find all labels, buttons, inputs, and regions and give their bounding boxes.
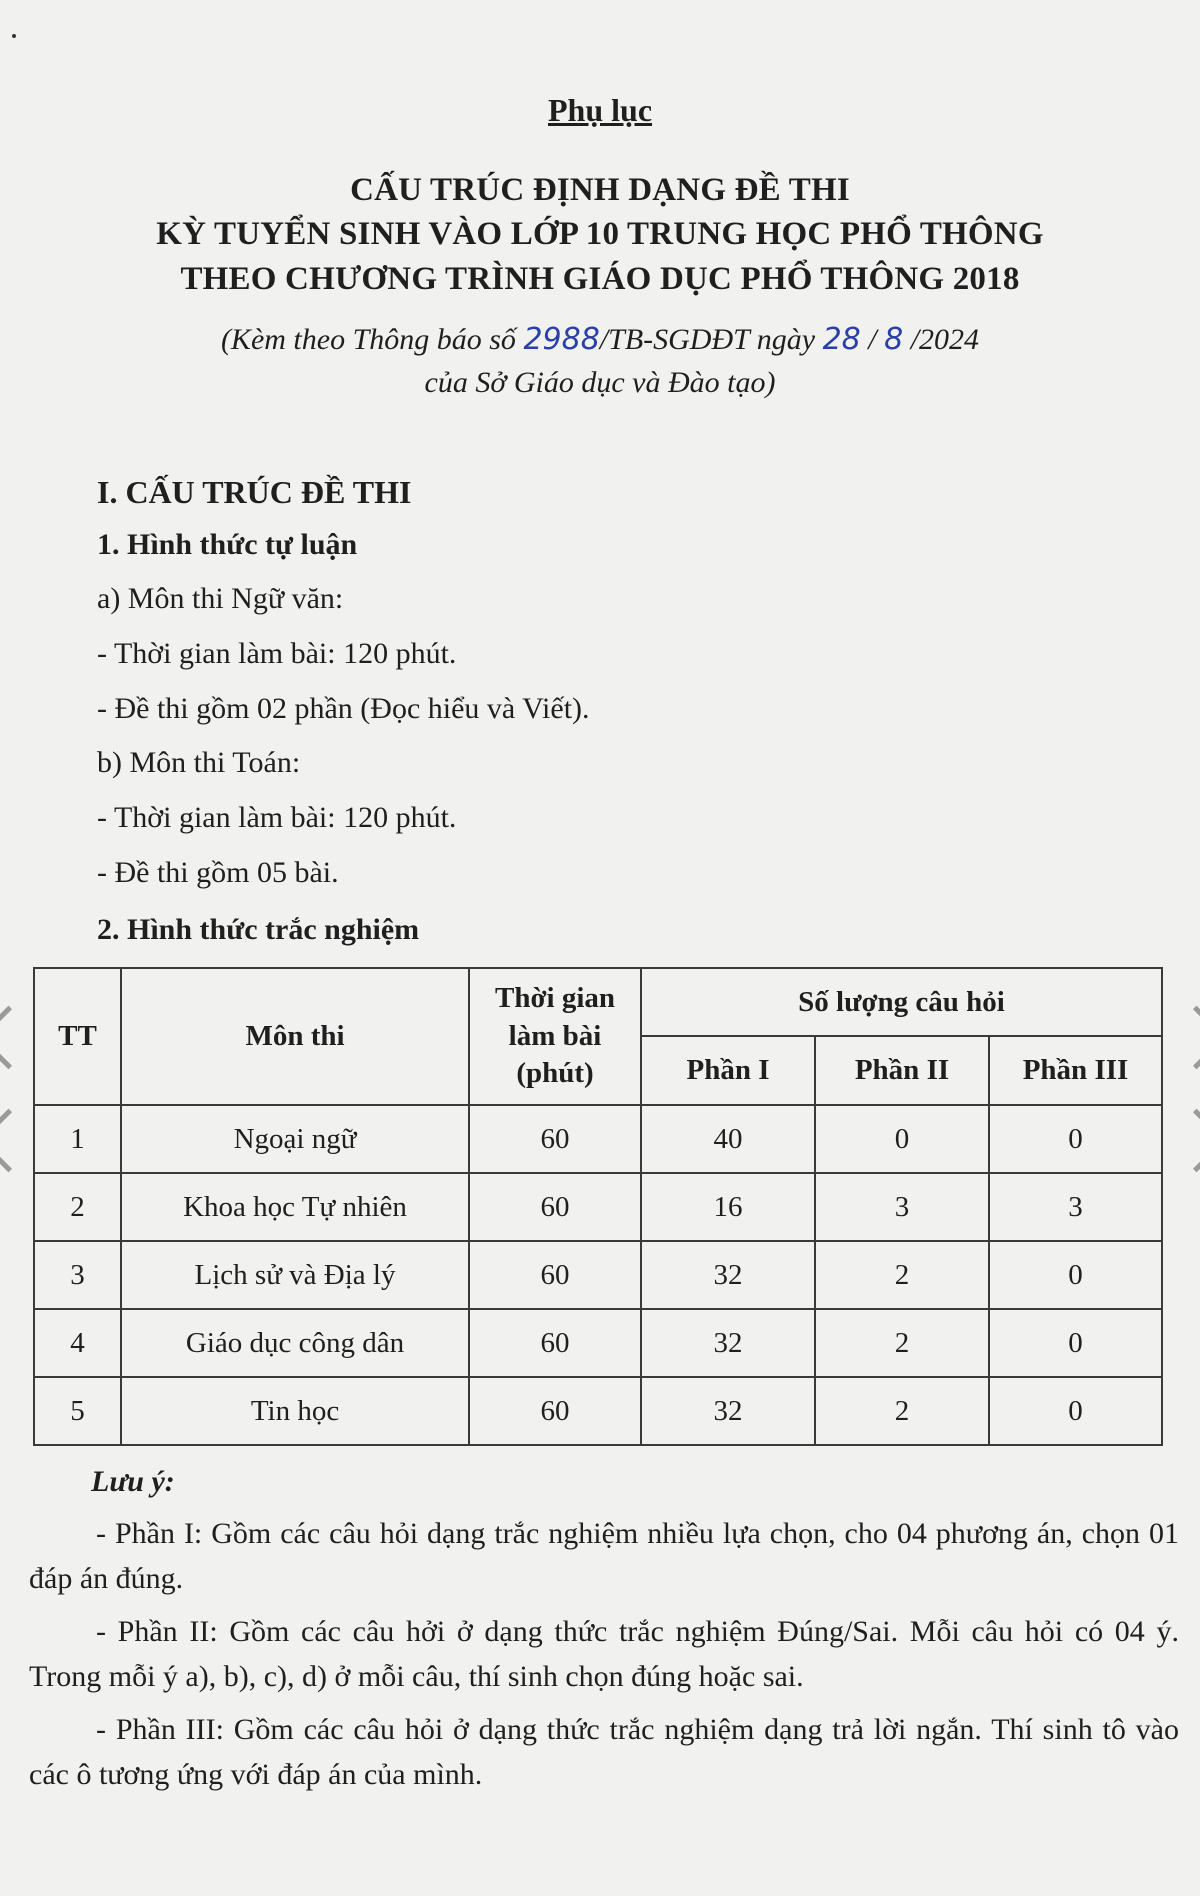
- cell-part-1: 32: [641, 1241, 815, 1309]
- header-part-1: Phần I: [641, 1036, 815, 1105]
- cell-tt: 1: [34, 1105, 121, 1173]
- chevron-right-icon[interactable]: [1165, 1109, 1200, 1173]
- header-question-count: Số lượng câu hỏi: [641, 968, 1162, 1036]
- title-line-1: CẤU TRÚC ĐỊNH DẠNG ĐỀ THI: [350, 172, 850, 208]
- note-paragraph: - Phần II: Gồm các câu hởi ở dạng thức trắc nghiệm Đúng/Sai. Mỗi câu hỏi có 04 ý. Trong mỗi ý a), b), c), d) ở mỗi câu, thí sinh chọn đúng hoặc sai.: [29, 1615, 1179, 1693]
- essay-line: - Thời gian làm bài: 120 phút.: [97, 637, 457, 670]
- attachment-note: [0, 322, 1200, 357]
- cell-part-3: 0: [989, 1309, 1162, 1377]
- cell-subject: Tin học: [121, 1377, 469, 1445]
- cell-part-3: 0: [989, 1377, 1162, 1445]
- cell-part-2: 2: [815, 1377, 989, 1445]
- header-part-3: Phần III: [989, 1036, 1162, 1105]
- chevron-right-icon[interactable]: [1165, 1006, 1200, 1070]
- essay-line: - Thời gian làm bài: 120 phút.: [97, 801, 457, 834]
- essay-line: - Đề thi gồm 05 bài.: [97, 856, 339, 889]
- cell-part-1: 40: [641, 1105, 815, 1173]
- cell-time: 60: [469, 1309, 641, 1377]
- cell-tt: 2: [34, 1173, 121, 1241]
- cell-part-1: 16: [641, 1173, 815, 1241]
- cell-part-1: 32: [641, 1309, 815, 1377]
- cell-part-2: 2: [815, 1241, 989, 1309]
- cell-part-2: 2: [815, 1309, 989, 1377]
- cell-subject: Ngoại ngữ: [121, 1105, 469, 1173]
- cell-subject: Lịch sử và Địa lý: [121, 1241, 469, 1309]
- table-row: [34, 1309, 1162, 1377]
- header-time-line-3: (phút): [516, 1057, 594, 1090]
- cell-part-3: 3: [989, 1173, 1162, 1241]
- attachment-note-line-2: của Sở Giáo dục và Đào tạo): [424, 366, 776, 399]
- appendix-label: Phụ lục: [547, 92, 653, 128]
- date-separator: /: [860, 323, 885, 356]
- cell-tt: 5: [34, 1377, 121, 1445]
- cell-part-1: 32: [641, 1377, 815, 1445]
- subsection-multiple-choice: 2. Hình thức trắc nghiệm: [97, 913, 420, 946]
- cell-time: 60: [469, 1377, 641, 1445]
- title-line-2: KỲ TUYỂN SINH VÀO LỚP 10 TRUNG HỌC PHỔ THÔNG: [156, 216, 1044, 252]
- notes-title: Lưu ý:: [91, 1465, 175, 1498]
- note-paragraph: - Phần III: Gồm các câu hỏi ở dạng thức trắc nghiệm dạng trả lời ngắn. Thí sinh tô vào các ô tương ứng với đáp án của mình.: [29, 1713, 1179, 1791]
- table-row: [34, 1105, 1162, 1173]
- header-time-line-1: Thời gian: [494, 981, 616, 1014]
- header-time: [469, 968, 641, 1105]
- essay-line: a) Môn thi Ngữ văn:: [97, 582, 344, 615]
- cell-part-2: 0: [815, 1105, 989, 1173]
- cell-time: 60: [469, 1105, 641, 1173]
- attachment-prefix: (Kèm theo Thông báo số: [220, 323, 524, 356]
- subsection-essay: 1. Hình thức tự luận: [97, 528, 358, 561]
- cell-time: 60: [469, 1241, 641, 1309]
- handwritten-day: 28: [822, 322, 861, 357]
- section-heading: I. CẤU TRÚC ĐỀ THI: [97, 474, 412, 510]
- handwritten-notice-number: 2988: [523, 322, 600, 357]
- table-row: [34, 1241, 1162, 1309]
- cell-subject: Khoa học Tự nhiên: [121, 1173, 469, 1241]
- essay-line: b) Môn thi Toán:: [97, 746, 301, 779]
- essay-line: - Đề thi gồm 02 phần (Đọc hiểu và Viết).: [97, 692, 590, 725]
- cell-subject: Giáo dục công dân: [121, 1309, 469, 1377]
- table-row: [34, 1377, 1162, 1445]
- cell-part-2: 3: [815, 1173, 989, 1241]
- title-line-3: THEO CHƯƠNG TRÌNH GIÁO DỤC PHỔ THÔNG 2018: [180, 261, 1020, 297]
- speck-mark: [12, 34, 16, 38]
- exam-structure-table: [33, 967, 1163, 1446]
- header-tt: TT: [34, 968, 121, 1105]
- table-header-row: [34, 968, 1162, 1036]
- header-time-line-2: làm bài: [508, 1019, 602, 1052]
- cell-part-3: 0: [989, 1105, 1162, 1173]
- attachment-mid: /TB-SGDĐT ngày: [599, 323, 823, 356]
- cell-tt: 4: [34, 1309, 121, 1377]
- header-subject: Môn thi: [121, 968, 469, 1105]
- table-row: [34, 1173, 1162, 1241]
- handwritten-month: 8: [884, 322, 904, 357]
- attachment-year: /2024: [903, 323, 980, 356]
- cell-part-3: 0: [989, 1241, 1162, 1309]
- note-paragraph: - Phần I: Gồm các câu hỏi dạng trắc nghiệm nhiều lựa chọn, cho 04 phương án, chọn 01 đáp án đúng.: [29, 1517, 1179, 1595]
- header-part-2: Phần II: [815, 1036, 989, 1105]
- cell-tt: 3: [34, 1241, 121, 1309]
- cell-time: 60: [469, 1173, 641, 1241]
